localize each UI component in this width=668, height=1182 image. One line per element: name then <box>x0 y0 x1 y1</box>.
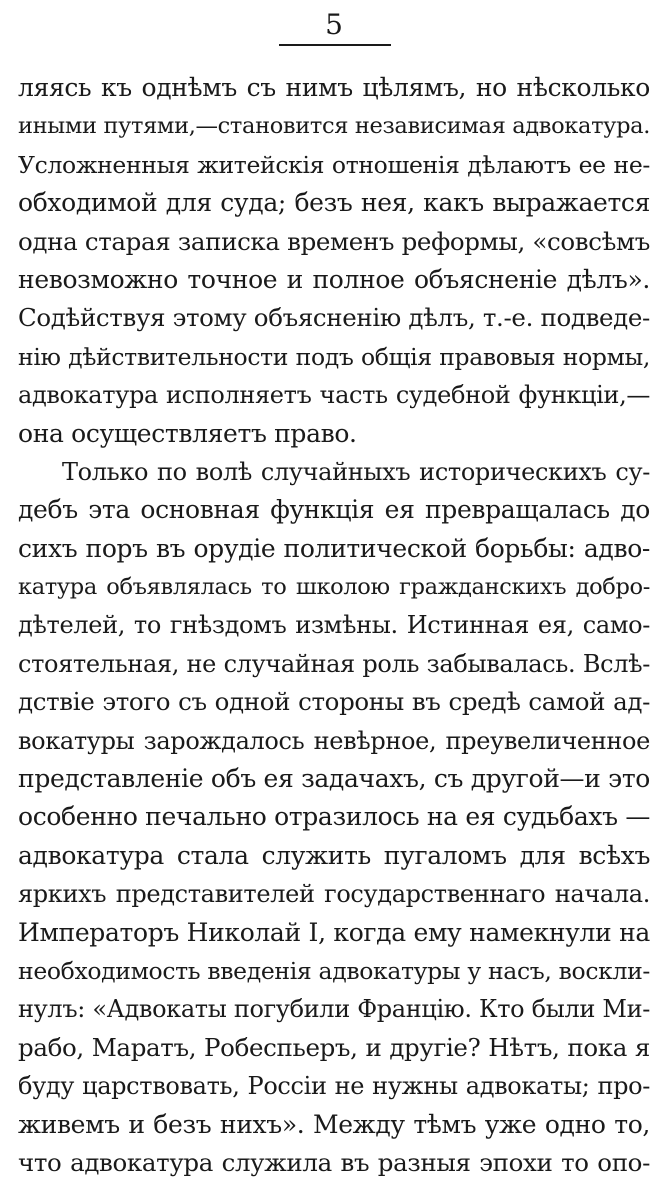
text-line: нію дѣйствительности подъ общія правовыя нормы, <box>18 342 650 371</box>
text-line: дѣтелей, то гнѣздомъ измѣны. Истинная ея, само- <box>18 611 650 640</box>
paragraph-end-line: она осуществляетъ право. <box>18 418 357 448</box>
text-line: катура объявлялась то школою гражданскихъ добро- <box>18 574 650 601</box>
text-line: дебъ эта основная функція ея превращалась до <box>18 495 650 525</box>
text-line: обходимой для суда; безъ нея, какъ выражается <box>18 188 650 218</box>
text-line: живемъ и безъ нихъ». Между тѣмъ уже одно то, <box>18 1109 650 1139</box>
header-rule <box>279 44 391 46</box>
text-line: Содѣйствуя этому объясненію дѣлъ, т.-е. подведе- <box>18 303 650 333</box>
text-line: яркихъ представителей государственнаго начала. <box>18 880 650 909</box>
text-line: буду царствовать, Россіи не нужны адвокаты; про- <box>18 1072 650 1101</box>
text-line: адвокатура стала служить пугаломъ для всѣхъ <box>18 840 650 870</box>
page-number: 5 <box>325 8 343 41</box>
text-line: вокатуры зарождалось невѣрное, преувеличенное <box>18 726 650 755</box>
text-line: адвокатура исполняетъ часть судебной функціи,— <box>18 381 650 410</box>
text-line: Усложненныя житейскія отношенія дѣлаютъ ее не- <box>18 150 650 179</box>
text-line: сихъ поръ въ орудіе политической борьбы: адво- <box>18 533 650 563</box>
text-line: что адвокатура служила въ разныя эпохи то опо- <box>18 1147 650 1177</box>
paragraph-first-line: Только по волѣ случайныхъ историческихъ су- <box>62 457 650 486</box>
text-line: дствіе этого съ одной стороны въ средѣ самой ад- <box>18 687 650 717</box>
text-line: Императоръ Николай I, когда ему намекнули на <box>18 917 650 947</box>
body-text <box>18 69 650 1182</box>
text-line: нулъ: «Адвокаты погубили Францію. Кто были Ми- <box>18 995 650 1024</box>
text-line: необходимость введенія адвокатуры у насъ, воскли- <box>18 956 650 985</box>
text-line: рабо, Маратъ, Робеспьеръ, и другіе? Нѣтъ, пока я <box>18 1032 650 1062</box>
text-line: невозможно точное и полное объясненіе дѣлъ». <box>18 264 650 294</box>
text-line: особенно печально отразилось на ея судьбахъ — <box>18 802 650 832</box>
text-line: представленіе объ ея задачахъ, съ другой—и это <box>18 764 650 794</box>
text-line: иными путями,—становится независимая адвокатура. <box>18 113 650 140</box>
text-line: стоятельная, не случайная роль забывалась. Вслѣ- <box>18 649 650 678</box>
text-line: одна старая записка временъ реформы, «совсѣмъ <box>18 226 650 256</box>
text-line: ляясь къ однѣмъ съ нимъ цѣлямъ, но нѣсколько <box>18 73 650 102</box>
